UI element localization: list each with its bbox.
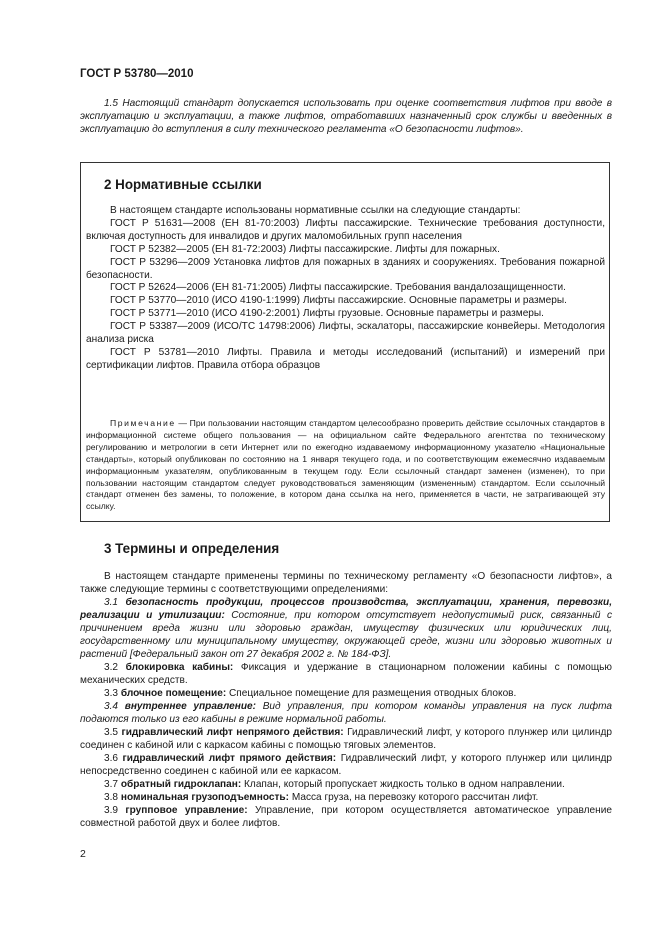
term-entry	[80, 805, 612, 831]
terms-list	[80, 571, 612, 831]
term-number: 3.3	[104, 687, 119, 699]
term-entry	[80, 779, 612, 792]
term-entry	[80, 701, 612, 727]
reference-item: ГОСТ Р 53296—2009 Установка лифтов для пожарных в зданиях и сооружениях. Требования пожарной безопасности.	[86, 256, 605, 281]
note-text: — При пользовании настоящим стандартом целесообразно проверить действие ссылочных стандартов в информационной системе общего пользования — на официальном сайте Федерального агентства по техническому регулированию и метрологии в сети Интернет или по ежегодно издаваемому информационному указателю «Национальные стандарты», который опубликован по состоянию на 1 января текущего года, и по соответствующим ежемесячно издаваемым информационным указателям, опубликованным в текущем году. Если ссылочный стандарт заменен (изменен), то при пользовании настоящим стандартом следует руководствоваться заменяющим (измененным) стандартом. Если ссылочный стандарт отменен без замены, то положение, в котором дана ссылка на него, применяется в части, не затрагивающей эту ссылку.	[86, 418, 605, 512]
term-entry	[80, 727, 612, 753]
term-definition: Клапан, который пропускает жидкость только в одном направлении.	[244, 778, 565, 790]
section-3-title: 3 Термины и определения	[104, 541, 280, 556]
term-entry	[80, 688, 612, 701]
reference-item: ГОСТ Р 53771—2010 (ИСО 4190-2:2001) Лифты грузовые. Основные параметры и размеры.	[110, 308, 544, 320]
term-name: номинальная грузоподъемность:	[120, 791, 290, 803]
term-entry	[80, 753, 612, 779]
term-definition: Фиксация и удержание в стационарном положении кабины с помощью механических средств.	[80, 661, 612, 686]
reference-item: ГОСТ Р 53387—2009 (ИСО/ТС 14798:2006) Лифты, эскалаторы, пассажирские конвейеры. Методология анализа риска	[86, 321, 605, 346]
term-definition: Масса груза, на перевозку которого рассчитан лифт.	[291, 791, 539, 803]
references-note	[86, 418, 605, 513]
term-name: гидравлический лифт прямого действия:	[122, 752, 337, 764]
term-entry	[80, 792, 612, 805]
term-number: 3.1	[104, 597, 119, 608]
page-number: 2	[80, 848, 86, 860]
term-name: гидравлический лифт непрямого действия:	[121, 726, 344, 738]
section-2-title: 2 Нормативные ссылки	[104, 177, 262, 192]
term-name: блокировка кабины:	[125, 661, 234, 673]
term-definition: Гидравлический лифт, у которого плунжер или цилиндр соединен с кабиной или с каркасом кабины с помощью тяговых элементов.	[80, 726, 613, 751]
term-definition: Управление, при котором осуществляется автоматическое управление совместной работой двух и более лифтов.	[80, 805, 612, 829]
term-definition: Гидравлический лифт, у которого плунжер или цилиндр непосредственно соединен с кабиной или ее каркасом.	[80, 752, 613, 777]
page-header: ГОСТ Р 53780—2010	[80, 68, 194, 80]
term-name: внутреннее управление:	[124, 700, 257, 712]
clause-1-5: 1.5 Настоящий стандарт допускается использовать при оценке соответствия лифтов при вводе в эксплуатацию и эксплуатации, а также лифтов, отработавших назначенный срок службы и введенных в эксплуатацию до вступления в силу технического регламента «О безопасности лифтов».	[80, 98, 612, 135]
note-label: Примечание	[110, 418, 176, 428]
term-entry	[80, 662, 612, 688]
reference-item: ГОСТ Р 51631—2008 (ЕН 81-70:2003) Лифты пассажирские. Технические требования доступности, включая доступность для инвалидов и других маломобильных групп населения	[86, 217, 605, 242]
term-entry	[80, 597, 612, 662]
reference-item: ГОСТ Р 53781—2010 Лифты. Правила и методы исследований (испытаний) и измерений при сертификации лифтов. Правила отбора образцов	[86, 346, 605, 371]
reference-item: ГОСТ Р 52624—2006 (ЕН 81-71:2005) Лифты пассажирские. Требования вандалозащищенности.	[110, 282, 566, 294]
term-number: 3.4	[104, 700, 119, 712]
term-definition: Вид управления, при котором команды управления на пуск лифта подаются только из его кабины в режиме нормальной работы.	[80, 700, 612, 725]
term-number: 3.2	[104, 661, 119, 673]
term-definition: Состояние, при котором отсутствует недопустимый риск, связанный с причинением вреда жизни или здоровью граждан, имуществу физических или юридических лиц, государственному или муниципальному имуществу, окружающей среде, жизни или здоровью животных и растений [Федеральный закон от 27 декабря 2002 г. № 184-ФЗ].	[80, 609, 612, 660]
intro-paragraph	[80, 98, 612, 137]
references-lead: В настоящем стандарте использованы нормативные ссылки на следующие стандарты:	[110, 205, 521, 216]
term-name: блочное помещение:	[120, 687, 227, 699]
term-definition: Специальное помещение для размещения отводных блоков.	[229, 687, 517, 699]
terms-lead: В настоящем стандарте применены термины по техническому регламенту «О безопасности лифтов», а также следующие термины с соответствующими определениями:	[80, 571, 612, 595]
term-number: 3.7	[104, 778, 119, 790]
term-name: групповое управление:	[125, 805, 248, 816]
reference-item: ГОСТ Р 52382—2005 (ЕН 81-72:2003) Лифты пассажирские. Лифты для пожарных.	[110, 243, 500, 255]
references-list	[86, 205, 605, 373]
term-number: 3.5	[104, 726, 119, 738]
term-name: обратный гидроклапан:	[120, 778, 242, 790]
term-number: 3.8	[104, 791, 119, 803]
reference-item: ГОСТ Р 53770—2010 (ИСО 4190-1:1999) Лифты пассажирские. Основные параметры и размеры.	[110, 295, 567, 307]
term-number: 3.9	[104, 805, 119, 816]
term-name: безопасность продукции, процессов производства, эксплуатации, хранения, перевозки, реализации и утилизации:	[80, 597, 612, 621]
term-number: 3.6	[104, 752, 119, 764]
